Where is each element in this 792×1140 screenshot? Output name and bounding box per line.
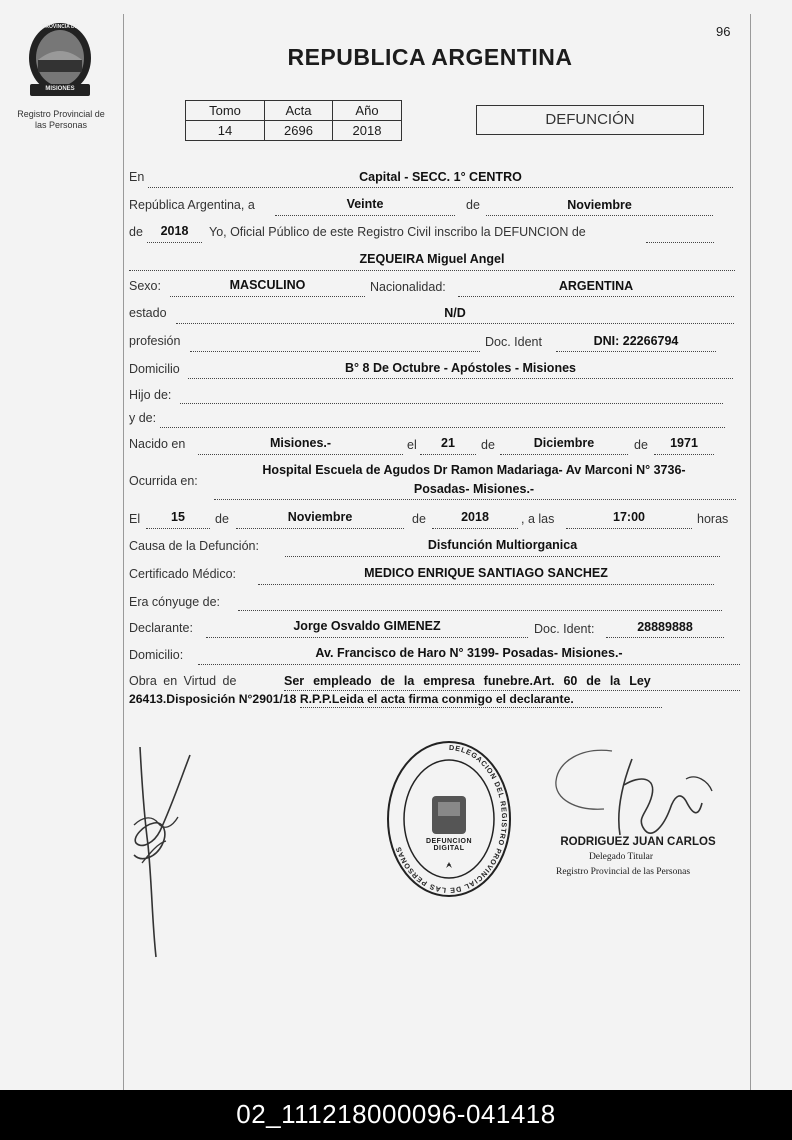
obra-line-2-dots (300, 707, 662, 708)
hijo-dots (180, 403, 723, 404)
seal-text-top: PROVINCIA DE (42, 24, 78, 30)
death-day-dots (146, 528, 210, 529)
stamp-ring-text: DELEGACION DEL REGISTRO PROVINCIAL DE LAS PERSONAS (393, 742, 510, 896)
de-label-1: de (466, 198, 480, 212)
alas-label: , a las (521, 512, 555, 526)
domicilio-2-dots (198, 664, 740, 665)
institution-name (6, 109, 116, 131)
domicilio-label: Domicilio (129, 362, 180, 376)
ocurrida-dots (214, 499, 736, 500)
declarant-signature (128, 745, 198, 960)
table-header-ano: Año (333, 101, 402, 121)
yde-dots (160, 427, 725, 428)
certificado-dots (258, 584, 714, 585)
certificado-value: MEDICO ENRIQUE SANTIAGO SANCHEZ (364, 566, 608, 580)
signatory-role: Delegado Titular (588, 852, 654, 862)
table-cell-acta: 2696 (265, 121, 333, 141)
declarante-value: Jorge Osvaldo GIMENEZ (293, 619, 441, 633)
footer-code-bar: 02_111218000096-041418 (0, 1090, 792, 1140)
day-dots (275, 215, 455, 216)
birth-day-dots (420, 454, 476, 455)
doc-ident-2-dots (606, 637, 724, 638)
death-year: 2018 (461, 510, 489, 524)
obra-label: Obra en Virtud de (129, 674, 237, 688)
estado-dots (176, 323, 734, 324)
de-label-2: de (129, 225, 143, 239)
doc-ident-value: DNI: 22266794 (593, 334, 679, 348)
domicilio-dots (188, 378, 733, 379)
republica-label: República Argentina, a (129, 198, 255, 212)
birth-day: 21 (441, 436, 455, 450)
death-year-dots (432, 528, 518, 529)
registry-table (185, 100, 402, 141)
conyuge-dots (238, 610, 722, 611)
birth-month-dots (500, 454, 628, 455)
document-type-box: DEFUNCIÓN (476, 105, 704, 135)
provincial-seal (24, 20, 96, 102)
official-signature (552, 745, 722, 840)
year-dots (147, 242, 202, 243)
statement-dots (646, 242, 714, 243)
ocurrida-label: Ocurrida en: (129, 474, 198, 488)
en-value: Capital - SECC. 1° CENTRO (359, 170, 522, 184)
doc-ident-dots (556, 351, 716, 352)
sexo-dots (170, 296, 365, 297)
institution-line-2: las Personas (34, 120, 88, 130)
de-label-5: de (215, 512, 229, 526)
ocurrida-line-2: Posadas- Misiones.- (413, 482, 535, 496)
de-label-6: de (412, 512, 426, 526)
causa-dots (285, 556, 720, 557)
declarante-label: Declarante: (129, 621, 193, 635)
nacionalidad-value: ARGENTINA (558, 279, 634, 293)
doc-ident-2-value: 28889888 (637, 620, 693, 634)
right-margin-line (750, 14, 751, 1090)
nacionalidad-label: Nacionalidad: (370, 280, 446, 294)
nacido-label: Nacido en (129, 437, 186, 451)
horas-label: horas (697, 512, 729, 526)
profesion-label: profesión (129, 334, 181, 348)
death-month: Noviembre (287, 510, 353, 524)
page-number: 96 (716, 24, 731, 39)
table-cell-ano: 2018 (333, 121, 402, 141)
nacido-value: Misiones.- (269, 436, 332, 450)
hijo-label: Hijo de: (129, 388, 172, 402)
birth-month: Diciembre (533, 436, 595, 450)
en-dots (148, 187, 733, 188)
institution-line-1: Registro Provincial de (17, 109, 105, 119)
signatory-name: RODRIGUEZ JUAN CARLOS (560, 836, 716, 848)
document-title: REPUBLICA ARGENTINA (287, 44, 573, 70)
statement-text: Yo, Oficial Público de este Registro Civil inscribo la DEFUNCION de (209, 225, 586, 239)
el-label: el (407, 438, 417, 452)
table-header-acta: Acta (265, 101, 333, 121)
obra-line-1-dots (284, 690, 740, 691)
sexo-value: MASCULINO (229, 278, 306, 292)
month-dots (486, 215, 713, 216)
en-label: En (129, 170, 145, 184)
table-header-tomo: Tomo (186, 101, 265, 121)
death-time: 17:00 (613, 510, 645, 524)
domicilio-2-label: Domicilio: (129, 648, 184, 662)
el-label-2: El (129, 512, 141, 526)
day-words: Veinte (346, 197, 384, 211)
conyuge-label: Era cónyuge de: (129, 595, 221, 609)
left-margin-line (123, 14, 124, 1090)
table-cell-tomo: 14 (186, 121, 265, 141)
doc-ident-2-label: Doc. Ident: (534, 622, 595, 636)
obra-line-2: 26413.Disposición N°2901/18 R.P.P.Leida el acta firma conmigo el declarante. (129, 692, 574, 706)
deceased-name: ZEQUEIRA Miguel Angel (359, 252, 505, 266)
nacionalidad-dots (458, 296, 734, 297)
estado-value: N/D (444, 306, 466, 320)
stamp-inner-text: DEFUNCION DIGITAL (425, 838, 473, 852)
month-words: Noviembre (567, 198, 632, 212)
domicilio-value: B° 8 De Octubre - Apóstoles - Misiones (345, 361, 576, 375)
official-stamp (386, 740, 512, 902)
birth-year-dots (654, 454, 714, 455)
declarante-dots (206, 637, 528, 638)
yde-label: y de: (129, 411, 157, 425)
estado-label: estado (129, 306, 167, 320)
name-dots (129, 270, 735, 271)
seal-text-bottom: MISIONES (45, 86, 75, 92)
certificado-label: Certificado Médico: (129, 567, 236, 581)
ocurrida-line-1: Hospital Escuela de Agudos Dr Ramon Madariaga- Av Marconi N° 3736- (262, 463, 686, 477)
domicilio-2-value: Av. Francisco de Haro N° 3199- Posadas- Misiones.- (315, 646, 623, 660)
causa-label: Causa de la Defunción: (129, 539, 259, 553)
death-month-dots (236, 528, 404, 529)
obra-line-1: Ser empleado de la empresa funebre.Art. 60 de la Ley (284, 674, 651, 688)
doc-ident-label: Doc. Ident (485, 335, 542, 349)
nacido-dots (198, 454, 403, 455)
sexo-label: Sexo: (129, 279, 161, 293)
profesion-dots (190, 351, 480, 352)
birth-year: 1971 (670, 436, 698, 450)
signatory-office: Registro Provincial de las Personas (556, 867, 691, 877)
causa-value: Disfunción Multiorganica (427, 538, 578, 552)
de-label-4: de (634, 438, 648, 452)
de-label-3: de (481, 438, 495, 452)
year-value: 2018 (160, 224, 189, 238)
death-time-dots (566, 528, 692, 529)
death-day: 15 (171, 510, 185, 524)
